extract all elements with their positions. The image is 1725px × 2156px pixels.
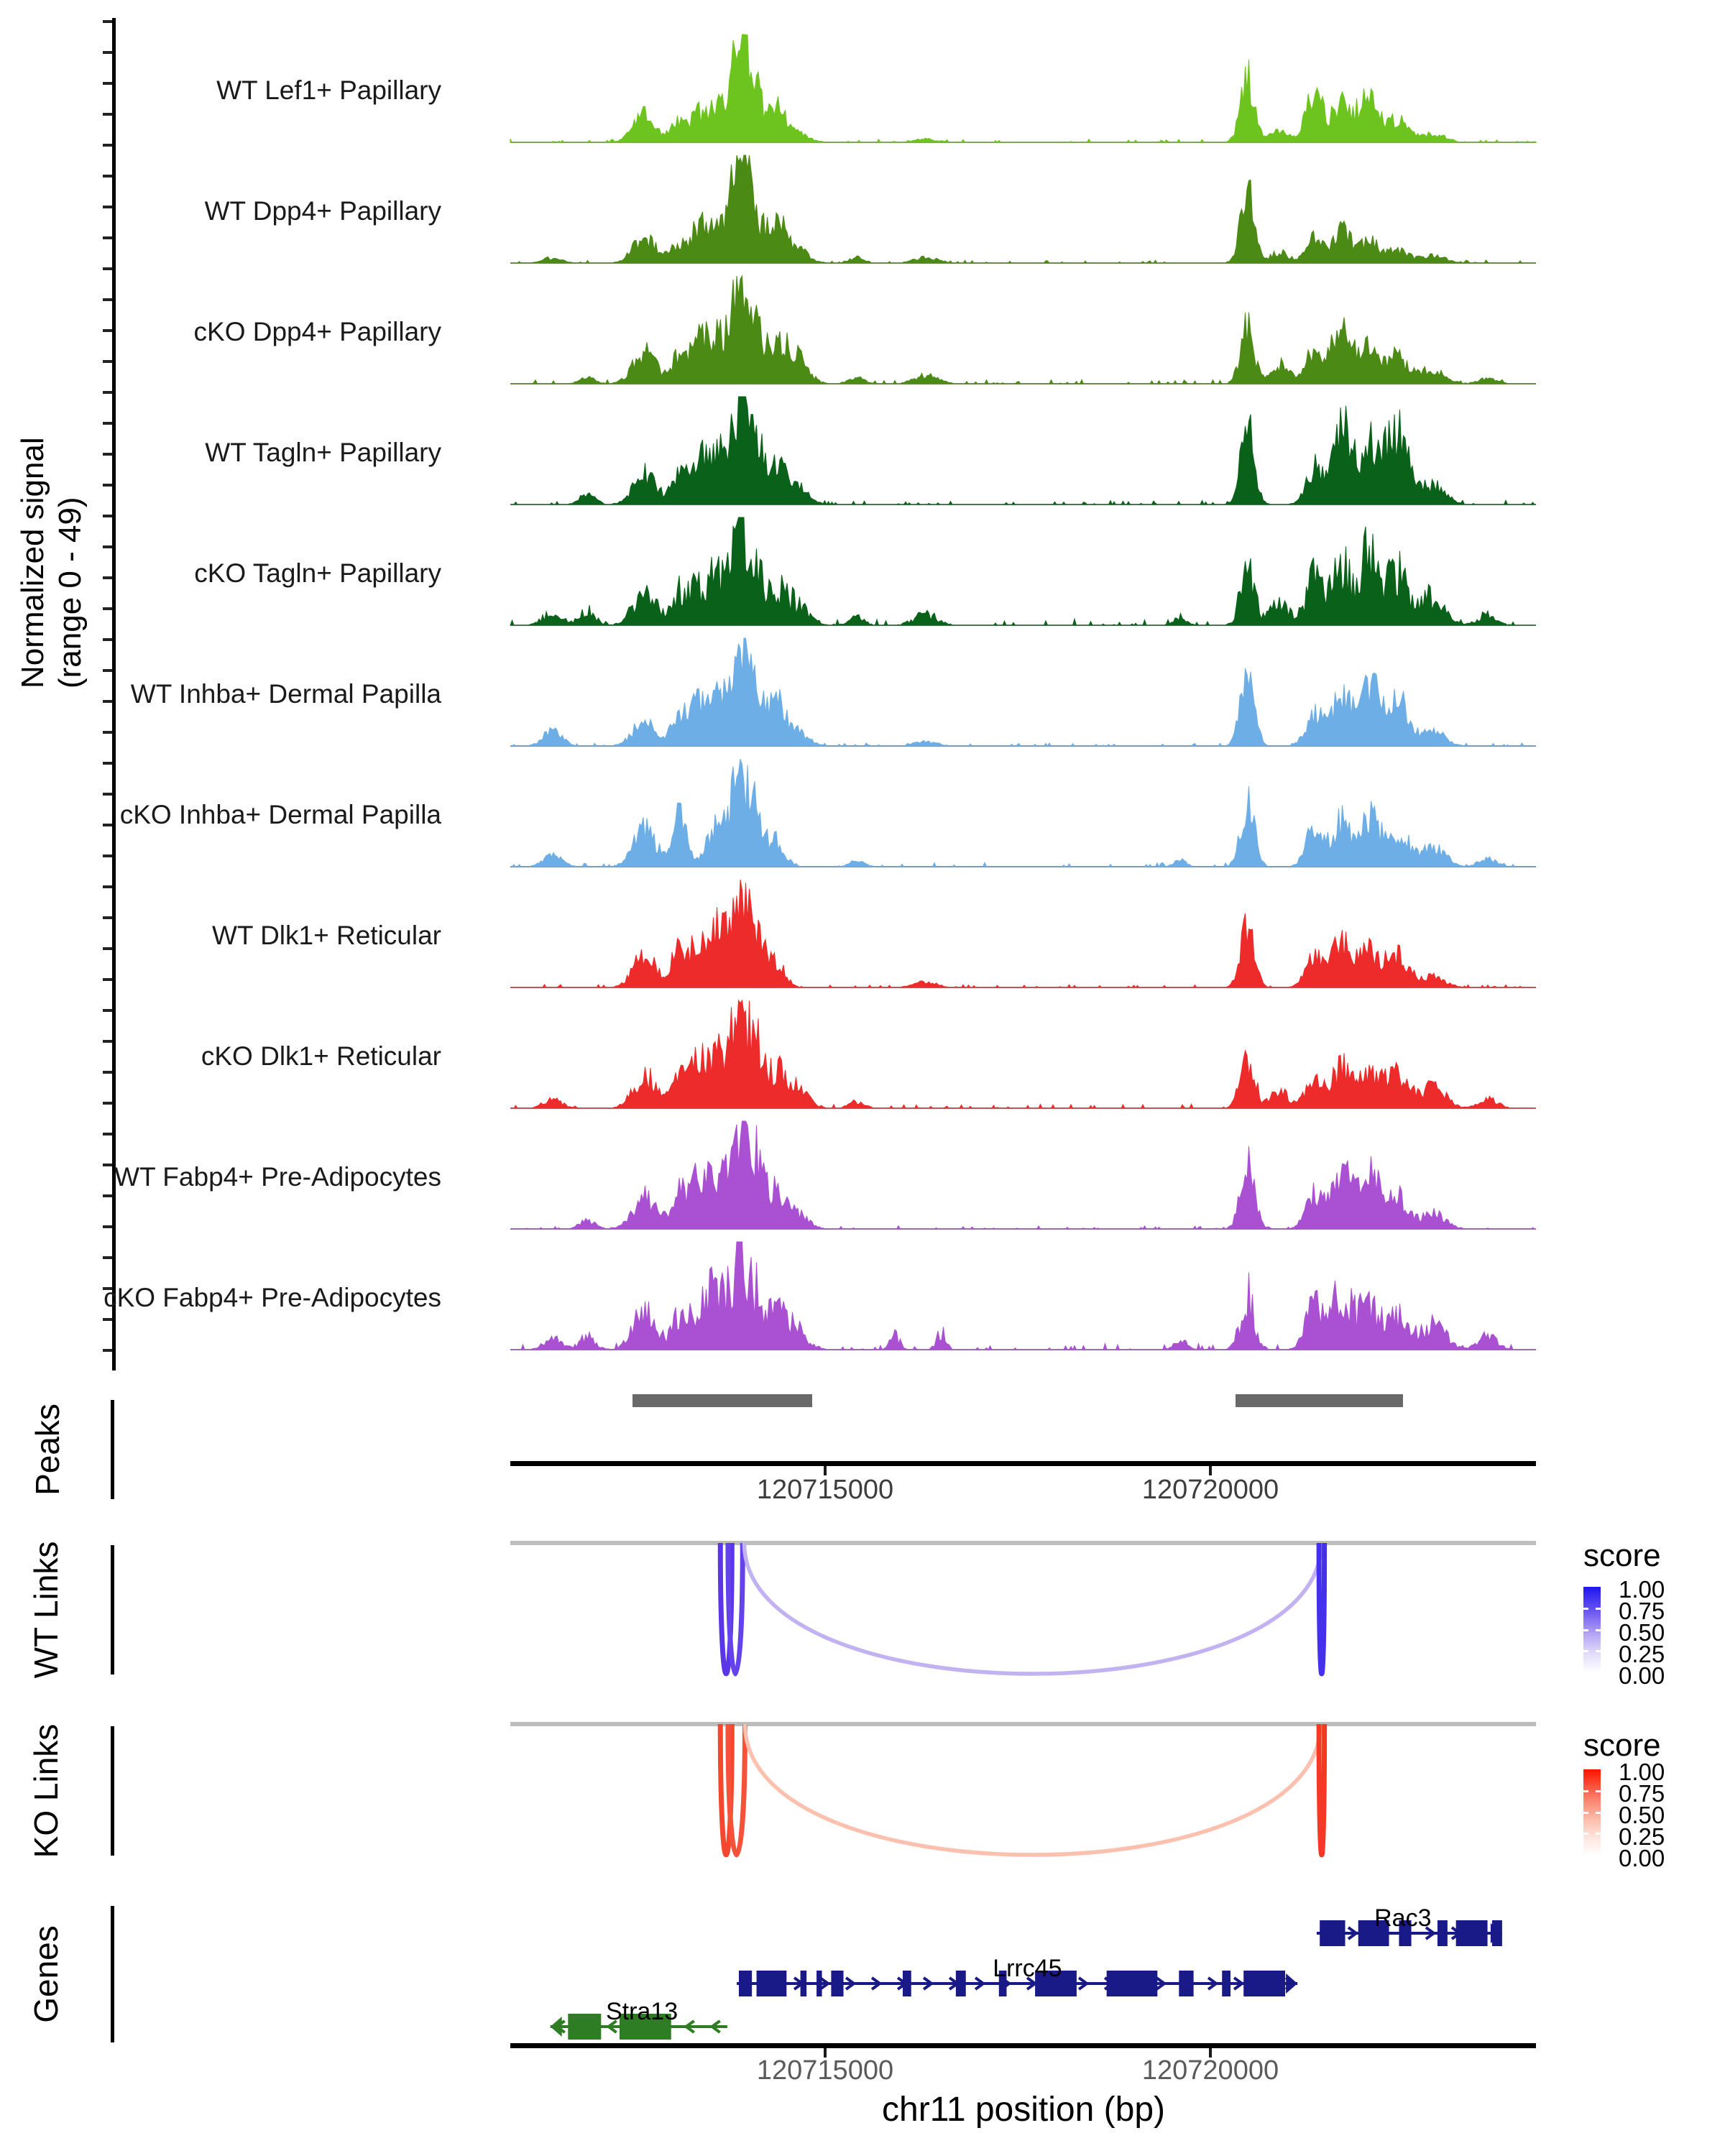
track-label: WT Dlk1+ Reticular — [211, 921, 441, 950]
wt-legend-label: 0.75 — [1619, 1598, 1665, 1624]
gene-name-label: Lrrc45 — [993, 1955, 1062, 1982]
track-signal — [0, 275, 1725, 386]
peak-interval — [632, 1394, 811, 1407]
wt-legend-label: 1.00 — [1619, 1576, 1665, 1603]
gene-exon — [1107, 1971, 1158, 1996]
axis-top-tick-label-2: 120720000 — [1141, 1475, 1279, 1505]
track-label: cKO Inhba+ Dermal Papilla — [119, 800, 441, 829]
x-axis-title: chr11 position (bp) — [882, 2091, 1165, 2129]
gene-exon — [816, 1971, 822, 1996]
track-signal — [0, 878, 1725, 990]
ko-legend-labels — [1619, 1761, 1665, 1869]
track-signal — [0, 637, 1725, 748]
legend-tick — [1596, 1629, 1601, 1631]
wt-legend-label: 0.25 — [1619, 1641, 1665, 1667]
track-label: cKO Dlk1+ Reticular — [201, 1041, 441, 1071]
track-signal — [0, 757, 1725, 869]
ko-legend-label: 0.00 — [1619, 1845, 1665, 1871]
legend-tick — [1596, 1833, 1601, 1835]
ko-links-track-title: KO Links — [27, 1723, 65, 1858]
axis-bottom-tick-label-1: 120715000 — [756, 2055, 894, 2086]
wt-legend-labels — [1619, 1576, 1665, 1689]
track-signal — [0, 395, 1725, 507]
link-arc — [728, 1543, 742, 1674]
gene-exon — [1243, 1971, 1285, 1996]
link-arc — [1319, 1543, 1324, 1674]
axis-bottom-tick-label-2: 120720000 — [1141, 2055, 1279, 2086]
gene-name-label: Rac3 — [1374, 1904, 1432, 1932]
gene-name-label: Stra13 — [605, 1998, 678, 2025]
gene-exon — [568, 2014, 601, 2040]
gene-exon — [739, 1971, 752, 1996]
wt-links-arcs — [0, 1540, 1725, 1691]
legend-tick — [1596, 1790, 1601, 1792]
genome-axis-bottom — [510, 2043, 1536, 2048]
link-arc — [728, 1724, 745, 1855]
legend-tick — [1583, 1629, 1588, 1631]
track-label: WT Inhba+ Dermal Papilla — [130, 679, 441, 709]
ko-links-arcs — [0, 1721, 1725, 1872]
wt-legend-label: 0.00 — [1619, 1662, 1665, 1689]
legend-tick — [1596, 1608, 1601, 1610]
coverage-plot-figure: Normalized signal (range 0 - 49) WT Lef1+ Papillary WT Dpp4+ Papillary cKO Dpp4+ Papillary WT Tagln+ Papillary cKO Tagln+ Papillary WT Inhba+ Dermal Papilla cKO Inhba+ Dermal Papilla WT Dlk1+ Reticular cKO Dlk1+ Reticular WT Fabp4+ Pre-Adipocytes cKO Fabp4+ Pre-Adipocytes Peaks 120715000 120720000 WT Links score 1.00 0.75 0.50 0.25 0.00 KO Links score 1.00 0.75 0.50 0.25 0.00 Genes Rac3 Lrrc45 Stra13 120715000 120720000 chr11 position (bp) — [0, 0, 1725, 2156]
track-signal — [0, 516, 1725, 627]
track-signal — [0, 1120, 1725, 1231]
link-arc — [1319, 1724, 1324, 1855]
gene-end-arrow-icon — [1286, 1973, 1297, 1994]
genes-track-title: Genes — [27, 1925, 65, 2023]
track-signal — [0, 33, 1725, 144]
wt-links-track-title: WT Links — [27, 1541, 65, 1679]
signal-axis-tick — [103, 20, 112, 23]
legend-tick — [1583, 1790, 1588, 1792]
track-label: WT Dpp4+ Papillary — [204, 196, 441, 226]
ko-legend-label: 0.50 — [1619, 1802, 1665, 1828]
gene-exon — [1222, 1971, 1230, 1996]
link-arc — [744, 1543, 1321, 1674]
track-label: cKO Tagln+ Papillary — [194, 558, 441, 588]
legend-tick — [1583, 1812, 1588, 1814]
peaks-track-title: Peaks — [29, 1404, 66, 1496]
track-signal — [0, 999, 1725, 1110]
gene-exon — [1438, 1920, 1448, 1946]
legend-tick — [1583, 1833, 1588, 1835]
legend-tick — [1596, 1650, 1601, 1652]
gene-exon — [903, 1971, 911, 1996]
track-signal — [0, 154, 1725, 265]
gene-exon — [1456, 1920, 1488, 1946]
ko-legend-label: 1.00 — [1619, 1759, 1665, 1785]
wt-legend-title: score — [1583, 1538, 1661, 1573]
track-label: cKO Fabp4+ Pre-Adipocytes — [104, 1283, 441, 1312]
signal-axis-tick — [103, 267, 112, 270]
gene-exon — [1320, 1920, 1345, 1946]
ko-legend-label: 0.25 — [1619, 1823, 1665, 1850]
signal-axis-tick — [103, 391, 112, 394]
wt-legend-label: 0.50 — [1619, 1619, 1665, 1646]
legend-tick — [1583, 1650, 1588, 1652]
track-signal — [0, 1240, 1725, 1352]
track-label: WT Tagln+ Papillary — [205, 438, 441, 467]
track-label: WT Lef1+ Papillary — [216, 75, 441, 105]
axis-top-tick-label-1: 120715000 — [756, 1475, 894, 1505]
ko-legend-label: 0.75 — [1619, 1780, 1665, 1807]
gene-end-arrow-icon — [551, 2017, 562, 2037]
gene-exon — [801, 1971, 807, 1996]
genome-axis-top — [510, 1461, 1536, 1466]
gene-exon — [831, 1971, 843, 1996]
track-label: cKO Dpp4+ Papillary — [193, 317, 441, 346]
gene-exon — [757, 1971, 787, 1996]
track-label: WT Fabp4+ Pre-Adipocytes — [114, 1162, 441, 1192]
legend-tick — [1583, 1608, 1588, 1610]
gene-exon — [1179, 1971, 1193, 1996]
link-arc — [745, 1724, 1321, 1855]
ko-legend-title: score — [1583, 1728, 1661, 1763]
gene-models — [0, 1901, 1725, 2066]
legend-tick — [1596, 1812, 1601, 1814]
peak-interval — [1236, 1394, 1402, 1407]
gene-exon — [956, 1971, 966, 1996]
